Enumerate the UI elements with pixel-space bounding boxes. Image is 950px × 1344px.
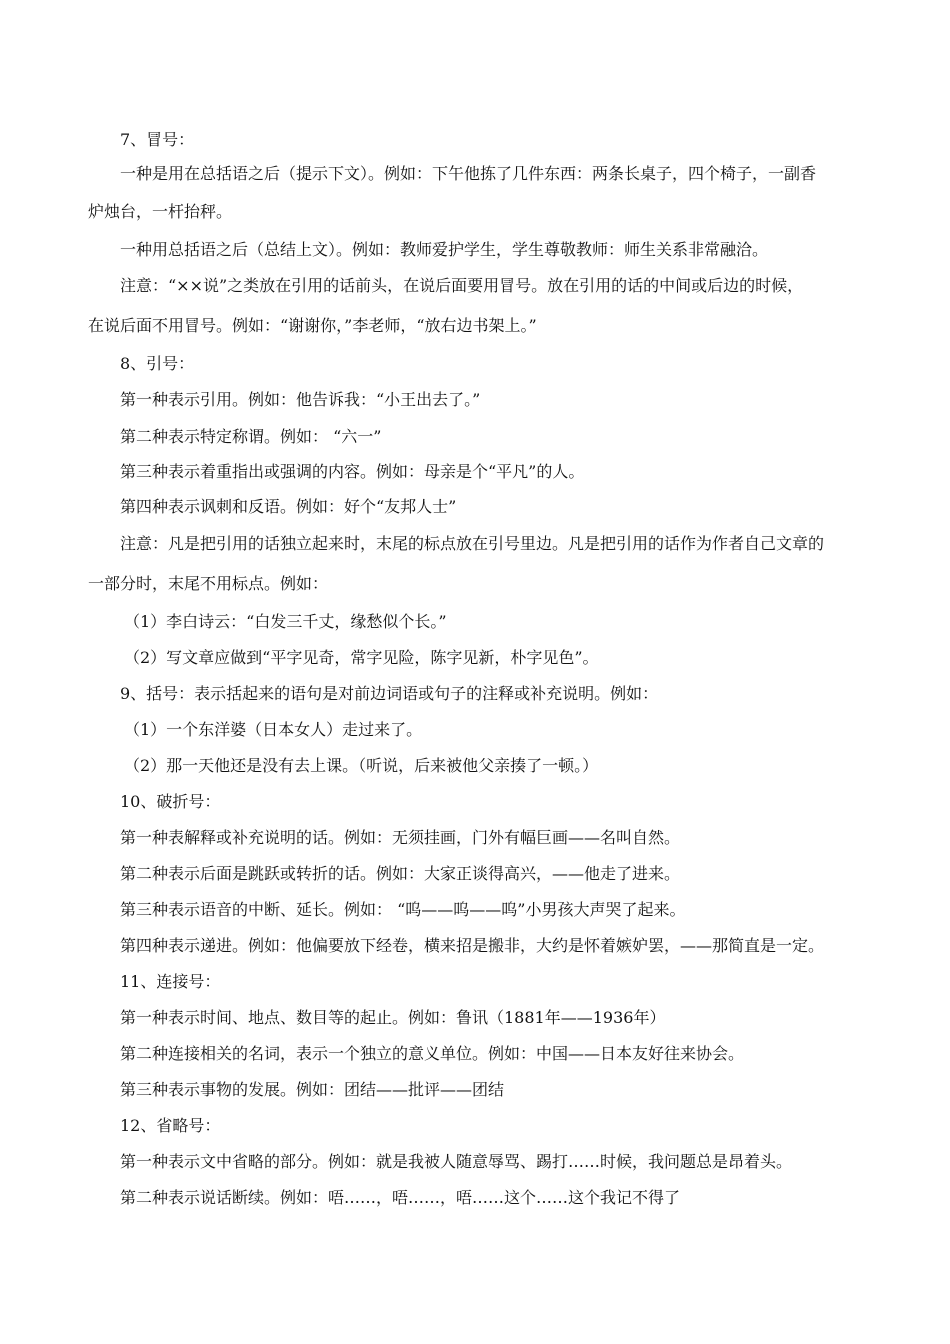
- heading-parentheses: 9、括号：表示括起来的语句是对前边词语或句子的注释或补充说明。例如：: [120, 684, 659, 703]
- paragraph-line: 第二种表示特定称谓。例如： “六一”: [120, 427, 382, 446]
- paragraph-line: 第一种表解释或补充说明的话。例如：无须挂画，门外有幅巨画——名叫自然。: [120, 828, 681, 847]
- note-line-continued: 在说后面不用冒号。例如：“谢谢你，”李老师，“放右边书架上。”: [88, 316, 537, 335]
- paragraph-line: 第二种表示后面是跳跃或转折的话。例如：大家正谈得高兴，——他走了进来。: [120, 864, 681, 883]
- paragraph-line: 第一种表示时间、地点、数目等的起止。例如：鲁讯（1881年——1936年）: [120, 1008, 666, 1027]
- heading-ellipsis: 12、省略号：: [120, 1116, 221, 1135]
- paragraph-line: 第三种表示事物的发展。例如：团结——批评——团结: [120, 1080, 505, 1099]
- paragraph-line: 第三种表示语音的中断、延长。例如： “呜——呜——呜”小男孩大声哭了起来。: [120, 900, 686, 919]
- paragraph-line: 第一种表示文中省略的部分。例如：就是我被人随意辱骂、踢打……时候，我问题总是昂着头。: [120, 1152, 793, 1171]
- note-line-continued: 一部分时，末尾不用标点。例如：: [88, 574, 329, 593]
- heading-dash: 10、破折号：: [120, 792, 221, 811]
- heading-quotation-marks: 8、引号：: [120, 354, 195, 373]
- note-line: 注意：“××说”之类放在引用的话前头，在说后面要用冒号。放在引用的话的中间或后边的时候，: [120, 276, 804, 295]
- example-line: （2）那一天他还是没有去上课。（听说，后来被他父亲揍了一顿。）: [124, 756, 599, 775]
- paragraph-line: 第二种连接相关的名词，表示一个独立的意义单位。例如：中国——日本友好往来协会。: [120, 1044, 745, 1063]
- heading-connector: 11、连接号：: [120, 972, 221, 991]
- paragraph-line: 第三种表示着重指出或强调的内容。例如：母亲是个“平凡”的人。: [120, 462, 585, 481]
- paragraph-line: 第四种表示递进。例如：他偏要放下经卷，横来招是搬非，大约是怀着嫉妒罢，——那简直是一定。: [120, 936, 825, 955]
- paragraph-line-continued: 炉烛台，一杆抬秤。: [88, 202, 233, 221]
- note-line: 注意：凡是把引用的话独立起来时，末尾的标点放在引号里边。凡是把引用的话作为作者自己文章的: [120, 534, 825, 553]
- paragraph-line: 一种是用在总括语之后（提示下文）。例如：下午他拣了几件东西：两条长桌子，四个椅子，一副香: [120, 164, 817, 183]
- paragraph-line: 第一种表示引用。例如：他告诉我：“小王出去了。”: [120, 390, 481, 409]
- example-line: （2）写文章应做到“平字见奇，常字见险，陈字见新，朴字见色”。: [124, 648, 599, 667]
- heading-colon: 7、冒号：: [120, 130, 195, 149]
- paragraph-line: 一种用总括语之后（总结上文）。例如：教师爱护学生，学生尊敬教师：师生关系非常融洽。: [120, 240, 769, 259]
- paragraph-line: 第四种表示讽刺和反语。例如：好个“友邦人士”: [120, 497, 457, 516]
- example-line: （1）一个东洋婆（日本女人）走过来了。: [124, 720, 423, 739]
- example-line: （1）李白诗云：“白发三千丈，缘愁似个长。”: [124, 612, 447, 631]
- paragraph-line: 第二种表示说话断续。例如：唔……，唔……，唔……这个……这个我记不得了: [120, 1188, 681, 1207]
